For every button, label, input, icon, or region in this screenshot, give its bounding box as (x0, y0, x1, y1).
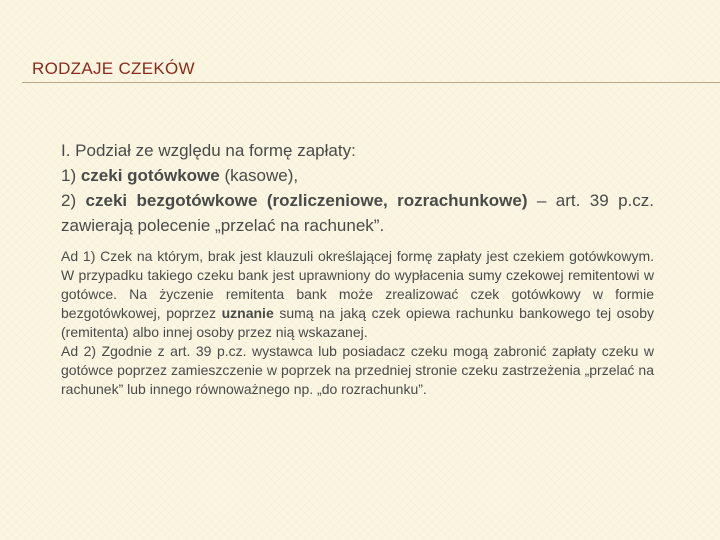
section-heading: I. Podział ze względu na formę zapłaty: (61, 141, 356, 160)
slide-body (61, 138, 654, 399)
list-item-2-suffix: – art. 39 p.cz. zawierają polecenie „przelać na rachunek”. (61, 191, 654, 235)
paragraph-ad-2: Ad 2) Zgodnie z art. 39 p.cz. wystawca lub posiadacz czeku mogą zabronić zapłaty czeku w gotówce poprzez zamieszczenie w poprzek na przedniej stronie czeku zastrzeżenia „przelać na rachunek” lub innego równoważnego np. „do rozrachunku”. (61, 343, 654, 397)
list-item-1-prefix: 1) (61, 166, 81, 185)
list-item-2-term: czeki bezgotówkowe (rozliczeniowe, rozrachunkowe) (85, 191, 528, 210)
paragraph-ad-1-term: uznanie (221, 305, 274, 321)
list-item-2-prefix: 2) (61, 191, 86, 210)
list-item-2 (61, 188, 654, 238)
title-divider (22, 82, 720, 83)
slide-title: RODZAJE CZEKÓW (32, 59, 195, 78)
list-item-1 (61, 163, 654, 188)
paragraph-ad-1-before: Ad 1) Czek na którym, brak jest klauzuli określającej formę zapłaty jest czekiem gotówkowym. W przypadku takiego czeku bank jest uprawniony do wypłacenia sumy czekowej remitentowi w gotówce. Na życzenie remitenta bank może zrealizować czek gotówkowy w formie bezgotówkowej, poprzez (61, 248, 654, 321)
paragraph-ad-1 (61, 247, 654, 342)
list-item-1-term: czeki gotówkowe (80, 166, 220, 185)
list-item-1-suffix: (kasowe), (219, 166, 299, 185)
paragraph-ad-1-after: sumą na jaką czek opiewa rachunku bankowego tej osoby (remitenta) albo innej osoby przez nią wskazanej. (61, 305, 655, 340)
